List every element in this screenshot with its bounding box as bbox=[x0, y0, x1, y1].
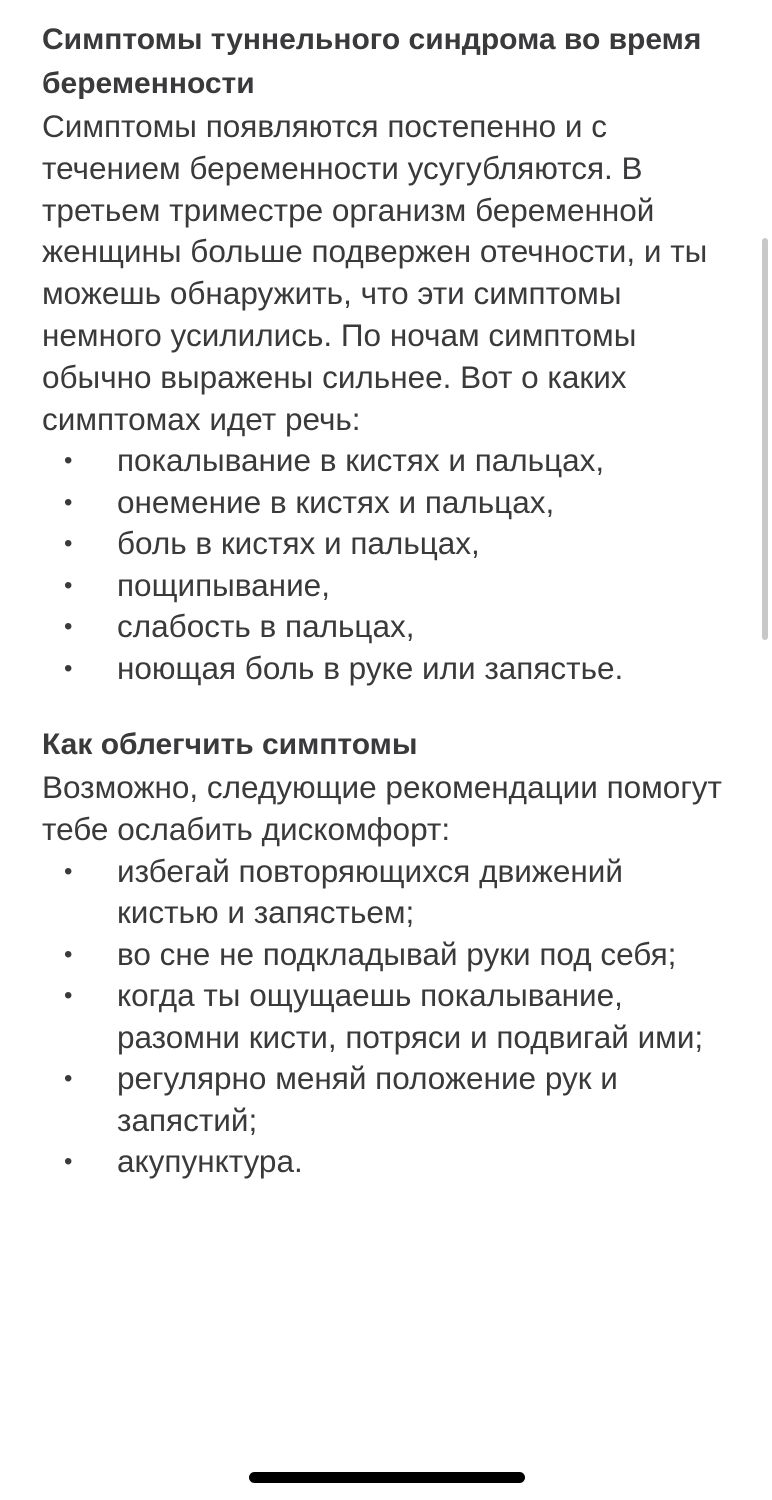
symptoms-paragraph: Симптомы появляются постепенно и с течением беременности усугубляются. В третьем триместре организм беременной женщины больше подвержен отечности, и ты можешь обнаружить, что эти симптомы немного усилились. По ночам симптомы обычно выражены сильнее. Вот о каких симптомах идет речь: bbox=[42, 108, 708, 437]
list-item: • боль в кистях и пальцах, bbox=[42, 523, 732, 565]
list-item: • ноющая боль в руке или запястье. bbox=[42, 648, 732, 690]
list-item: • регулярно меняй положение рук и запястий; bbox=[42, 1058, 732, 1141]
list-item: • пощипывание, bbox=[42, 565, 732, 607]
home-indicator[interactable] bbox=[249, 1472, 525, 1483]
list-item: • покалывание в кистях и пальцах, bbox=[42, 440, 732, 482]
vertical-scrollbar[interactable] bbox=[762, 238, 768, 640]
list-item: • избегай повторяющихся движений кистью и запястьем; bbox=[42, 851, 732, 934]
article-content bbox=[42, 18, 732, 1183]
relief-paragraph: Возможно, следующие рекомендации помогут тебе ослабить дискомфорт: bbox=[42, 769, 722, 848]
symptoms-list bbox=[42, 440, 732, 689]
list-item: • акупунктура. bbox=[42, 1141, 732, 1183]
section-title-symptoms: Симптомы туннельного синдрома во время беременности bbox=[42, 23, 702, 100]
list-item: • онемение в кистях и пальцах, bbox=[42, 482, 732, 524]
list-item: • когда ты ощущаешь покалывание, разомни кисти, потряси и подвигай ими; bbox=[42, 975, 732, 1058]
relief-list bbox=[42, 851, 732, 1183]
list-item: • во сне не подкладывай руки под себя; bbox=[42, 934, 732, 976]
list-item: • слабость в пальцах, bbox=[42, 606, 732, 648]
section-title-relief: Как облегчить симптомы bbox=[42, 728, 418, 762]
